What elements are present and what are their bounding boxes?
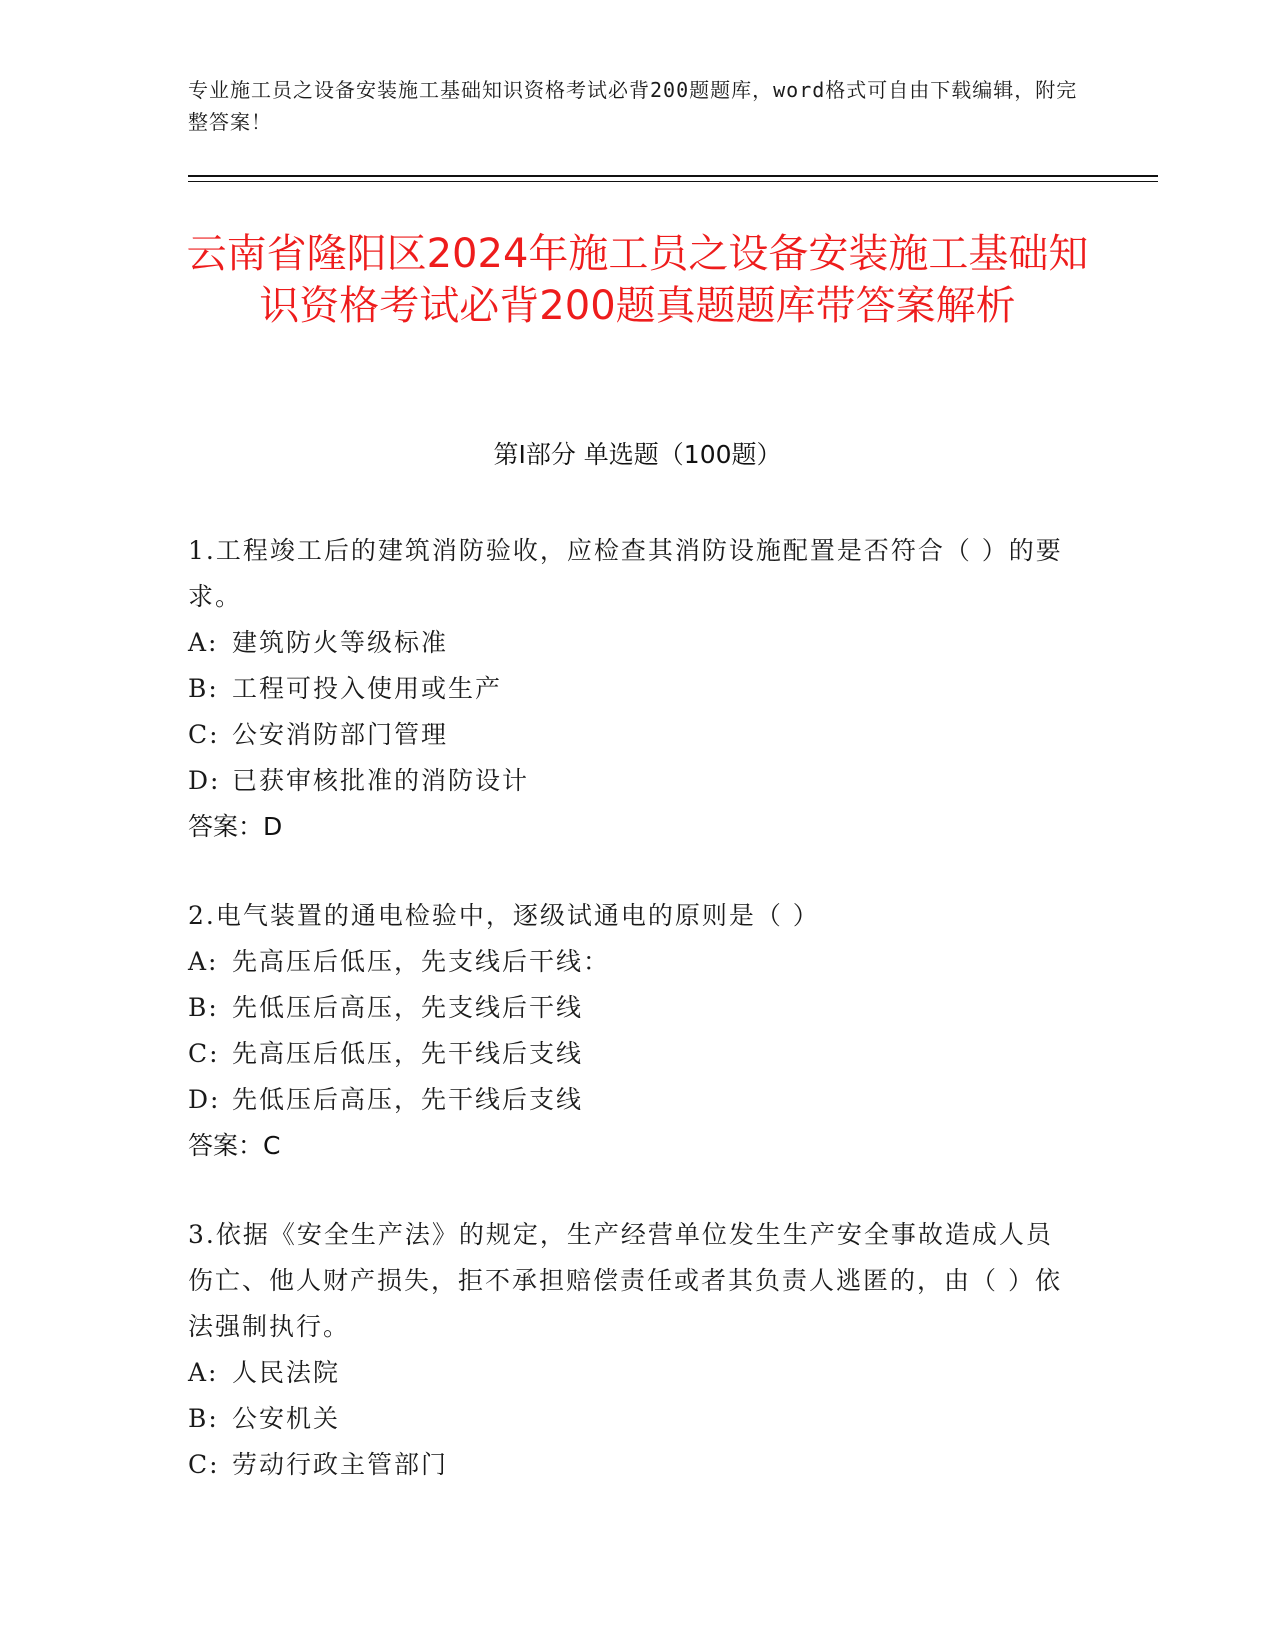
question-stem: 1.工程竣工后的建筑消防验收，应检查其消防设施配置是否符合（ ）的要求。 (188, 536, 1063, 611)
answer-line: 答案：D (188, 812, 283, 841)
option-c (188, 1442, 1068, 1488)
question-2 (188, 893, 1068, 1169)
option-letter: C: (188, 1450, 220, 1479)
question-stem: 3.依据《安全生产法》的规定，生产经营单位发生生产安全事故造成人员伤亡、他人财产损失，拒不承担赔偿责任或者其负责人逃匿的，由（ ）依法强制执行。 (188, 1220, 1062, 1341)
option-a (188, 939, 1068, 985)
option-letter: D: (188, 766, 221, 795)
option-letter: B: (188, 1404, 219, 1433)
option-text: 公安机关 (232, 1404, 341, 1433)
option-text: 工程可投入使用或生产 (232, 674, 503, 703)
question-3 (188, 1212, 1068, 1488)
question-list (188, 528, 1068, 1531)
section-title: 第Ⅰ部分 单选题（100题） (493, 440, 782, 469)
option-text: 劳动行政主管部门 (232, 1450, 449, 1479)
header-divider-thin (188, 181, 1158, 182)
option-c (188, 712, 1068, 758)
option-text: 建筑防火等级标准 (232, 628, 449, 657)
option-letter: C: (188, 720, 220, 749)
option-text: 先高压后低压，先支线后干线： (232, 947, 611, 976)
option-a (188, 1350, 1068, 1396)
header-divider-thick (188, 175, 1158, 177)
option-d (188, 758, 1068, 804)
question-1 (188, 528, 1068, 850)
option-b (188, 985, 1068, 1031)
option-text: 公安消防部门管理 (232, 720, 449, 749)
option-d (188, 1077, 1068, 1123)
option-text: 已获审核批准的消防设计 (232, 766, 530, 795)
option-text: 人民法院 (232, 1358, 341, 1387)
option-letter: D: (188, 1085, 221, 1114)
option-text: 先低压后高压，先干线后支线 (232, 1085, 584, 1114)
option-b (188, 666, 1068, 712)
question-stem: 2.电气装置的通电检验中，逐级试通电的原则是（ ） (188, 901, 820, 930)
answer-line: 答案：C (188, 1131, 281, 1160)
option-letter: B: (188, 674, 219, 703)
option-text: 先低压后高压，先支线后干线 (232, 993, 584, 1022)
header-note: 专业施工员之设备安装施工基础知识资格考试必背200题题库，word格式可自由下载编辑，附完整答案！ (188, 78, 1078, 134)
option-letter: C: (188, 1039, 220, 1068)
option-text: 先高压后低压，先干线后支线 (232, 1039, 584, 1068)
option-letter: A: (188, 947, 219, 976)
option-c (188, 1031, 1068, 1077)
option-letter: B: (188, 993, 219, 1022)
option-a (188, 620, 1068, 666)
option-letter: A: (188, 628, 219, 657)
option-b (188, 1396, 1068, 1442)
document-title: 云南省隆阳区2024年施工员之设备安装施工基础知识资格考试必背200题真题题库带答案解析 (186, 231, 1089, 329)
option-letter: A: (188, 1358, 219, 1387)
